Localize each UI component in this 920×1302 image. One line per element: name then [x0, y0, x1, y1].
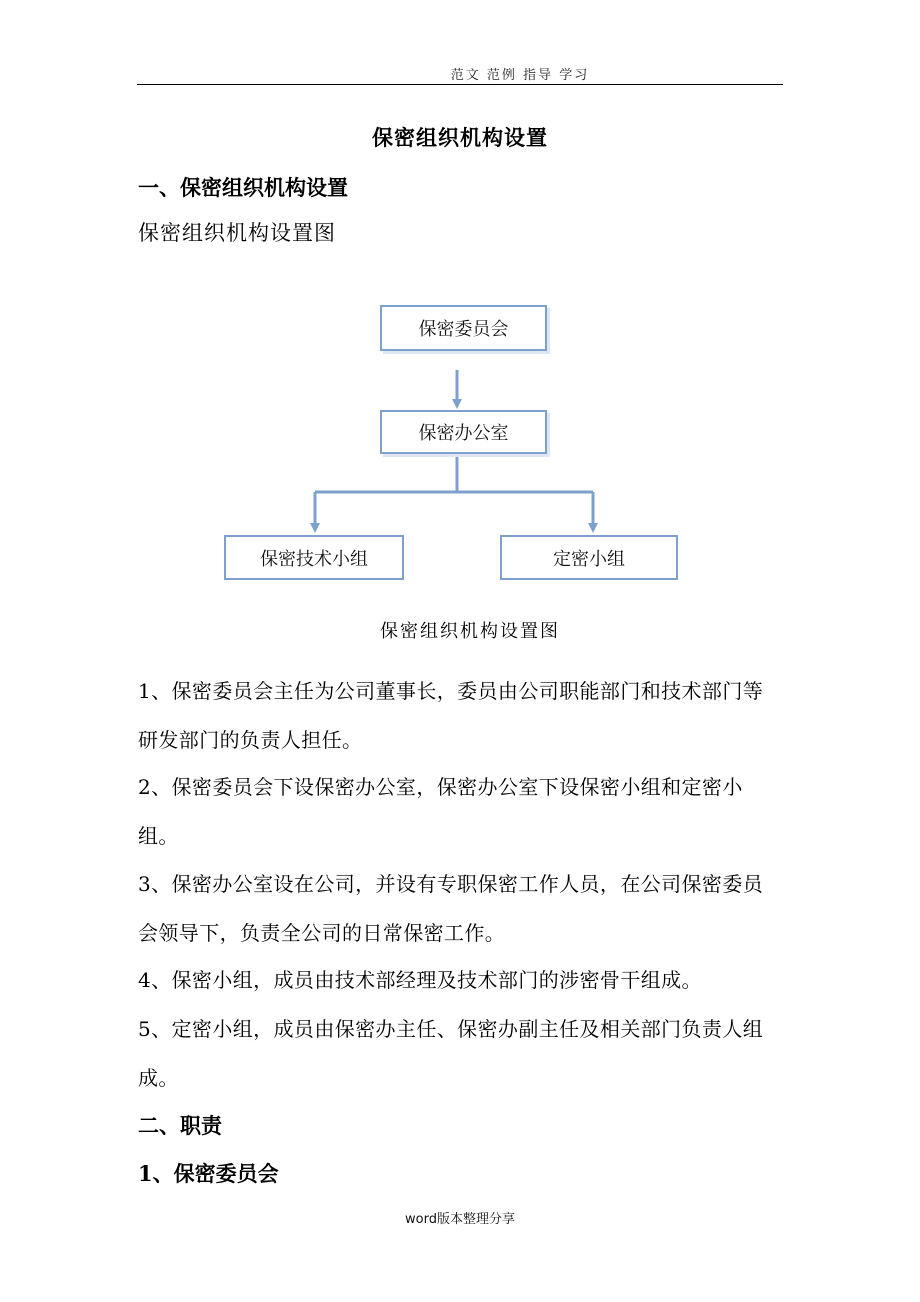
org-node-committee-label: 保密委员会 [418, 319, 509, 340]
paragraph-3: 3、保密办公室设在公司，并设有专职保密工作人员，在公司保密委员会领导下，负责全公司的日常保密工作。 [138, 872, 764, 945]
org-node-tech-group-label: 保密技术小组 [260, 548, 368, 570]
page-header: 范文 范例 指导 学习 [450, 68, 590, 83]
paragraph-4: 4、保密小组，成员由技术部经理及技术部门的涉密骨干组成。 [138, 968, 702, 992]
page-footer: word版本整理分享 [405, 1212, 515, 1227]
org-node-classification-group-label: 定密小组 [553, 548, 625, 570]
section-2-subheading: 1、保密委员会 [138, 1161, 279, 1186]
org-node-tech-group [224, 535, 404, 580]
paragraph-2: 2、保密委员会下设保密办公室，保密办公室下设保密小组和定密小组。 [138, 775, 743, 848]
section-1-heading: 一、保密组织机构设置 [138, 175, 348, 200]
paragraph-1: 1、保密委员会主任为公司董事长，委员由公司职能部门和技术部门等研发部门的负责人担任。 [138, 679, 764, 752]
document-title: 保密组织机构设置 [372, 125, 548, 150]
org-node-office-label: 保密办公室 [418, 423, 509, 444]
paragraph-5: 5、定密小组，成员由保密办主任、保密办副主任及相关部门负责人组成。 [138, 1017, 764, 1090]
chart-subtitle: 保密组织机构设置图 [138, 221, 336, 245]
org-node-committee [380, 305, 547, 351]
org-node-classification-group [500, 535, 678, 580]
chart-caption: 保密组织机构设置图 [380, 621, 560, 642]
org-node-office [380, 410, 547, 454]
section-2-heading: 二、职责 [138, 1113, 222, 1138]
